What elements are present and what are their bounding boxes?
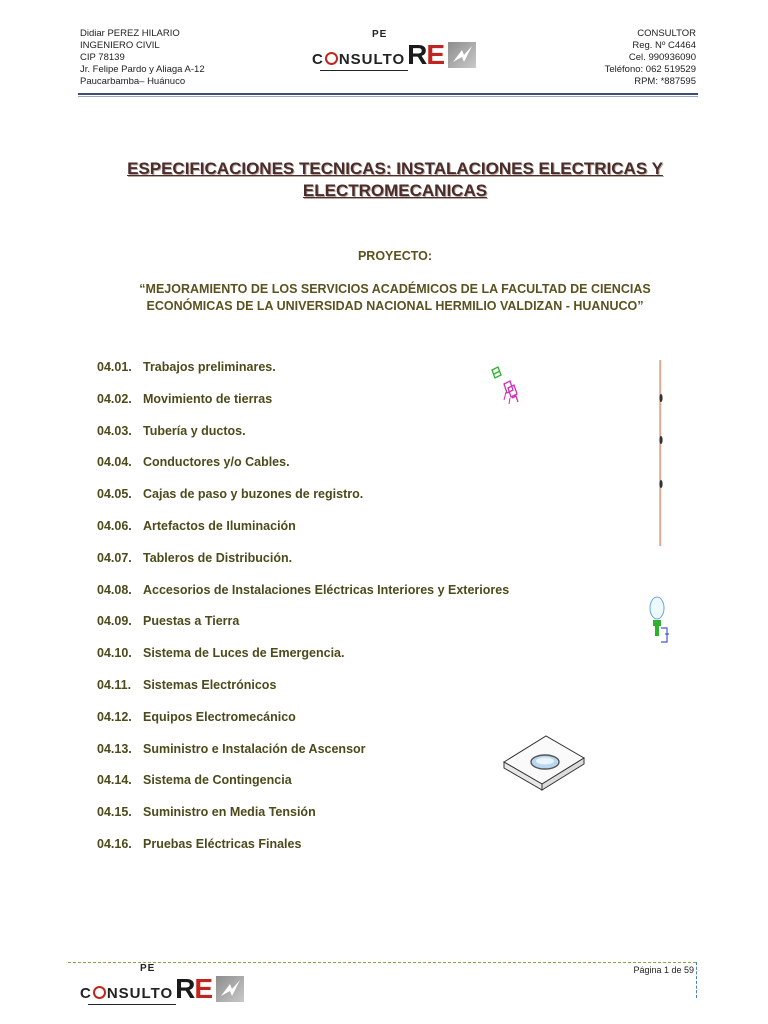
spec-item bbox=[97, 551, 567, 583]
header-cip: CIP 78139 bbox=[80, 52, 125, 63]
logo-consulto: C NSULTO bbox=[312, 51, 406, 68]
spec-item-text: Movimiento de tierras bbox=[143, 391, 273, 406]
header-name: Didiar PEREZ HILARIO bbox=[80, 28, 180, 39]
spec-item-number: 04.10. bbox=[97, 646, 132, 661]
footer-logo bbox=[80, 963, 244, 1004]
spec-item-text: Conductores y/o Cables. bbox=[143, 455, 290, 470]
footer-logo-ring-icon bbox=[93, 986, 106, 999]
spec-item-number: 04.01. bbox=[97, 360, 132, 374]
header-cel: Cel. 990936090 bbox=[628, 52, 696, 63]
header-contact-right bbox=[605, 28, 696, 88]
spec-item-number: 04.03. bbox=[97, 423, 132, 438]
logo-re: RE bbox=[407, 39, 445, 70]
spec-item-list bbox=[97, 360, 567, 869]
spec-item bbox=[97, 455, 567, 487]
spec-item-number: 04.14. bbox=[97, 773, 132, 788]
project-name-line1: “MEJORAMIENTO DE LOS SERVICIOS ACADÉMICOS DE LA FACULTAD DE CIENCIAS bbox=[139, 282, 651, 296]
spec-item-text: Sistema de Luces de Emergencia. bbox=[143, 646, 345, 661]
header-phone: Teléfono: 062 519529 bbox=[604, 64, 696, 75]
lamp-drawing-icon bbox=[646, 594, 676, 652]
logo-mark-icon bbox=[448, 42, 476, 68]
header-profession: INGENIERO CIVIL bbox=[80, 40, 160, 51]
footer-vertical-rule bbox=[696, 962, 697, 998]
header-address: Jr. Felipe Pardo y Aliaga A-12 bbox=[80, 64, 205, 75]
spec-item-text: Artefactos de Iluminación bbox=[143, 518, 296, 533]
document-title bbox=[100, 158, 690, 202]
logo-pe: PE bbox=[372, 29, 388, 40]
header-rule bbox=[78, 93, 698, 95]
spec-item bbox=[97, 646, 567, 678]
header-rule-thin bbox=[78, 96, 698, 97]
spec-item-text: Suministro e Instalación de Ascensor bbox=[143, 741, 366, 756]
spec-item-number: 04.02. bbox=[97, 391, 132, 406]
spec-item bbox=[97, 519, 567, 551]
spec-item-number: 04.09. bbox=[97, 614, 132, 629]
spec-item-number: 04.05. bbox=[97, 487, 132, 502]
spec-item-number: 04.12. bbox=[97, 709, 132, 724]
header-reg: Reg. Nº C4464 bbox=[632, 40, 696, 51]
spec-item bbox=[97, 487, 567, 519]
header-role: CONSULTOR bbox=[637, 28, 696, 39]
spec-item-text: Tableros de Distribución. bbox=[143, 550, 293, 565]
spec-item-text: Tubería y ductos. bbox=[143, 423, 246, 438]
spec-item-number: 04.16. bbox=[97, 836, 132, 851]
page-number: Página 1 de 59 bbox=[633, 965, 694, 975]
footer-logo-re: RE bbox=[175, 973, 213, 1004]
footer-logo-pe: PE bbox=[140, 963, 156, 974]
spec-item-number: 04.04. bbox=[97, 455, 132, 470]
spec-item-number: 04.13. bbox=[97, 741, 132, 756]
spec-item-text: Sistema de Contingencia bbox=[143, 773, 292, 788]
footer-rule bbox=[68, 962, 696, 963]
footer-logo-mark-icon bbox=[216, 976, 244, 1002]
project-name bbox=[96, 281, 694, 315]
spec-item bbox=[97, 805, 567, 837]
cable-drop-drawing-icon bbox=[654, 360, 668, 546]
header-city: Paucarbamba– Huánuco bbox=[80, 76, 186, 87]
project-label: PROYECTO: bbox=[357, 249, 433, 263]
spec-item-text: Equipos Electromecánico bbox=[143, 709, 296, 724]
logo-underline bbox=[320, 70, 408, 71]
header-rpm: RPM: *887595 bbox=[634, 76, 696, 87]
spec-item bbox=[97, 678, 567, 710]
document-title-line1: ESPECIFICACIONES TECNICAS: INSTALACIONES ELECTRICAS Y bbox=[127, 159, 663, 178]
footer-logo-consulto: C NSULTO bbox=[80, 985, 174, 1002]
spec-item-number: 04.15. bbox=[97, 805, 132, 820]
header-logo bbox=[312, 29, 476, 70]
spec-item-number: 04.08. bbox=[97, 582, 132, 597]
spec-item-number: 04.06. bbox=[97, 518, 132, 533]
spec-item-text: Puestas a Tierra bbox=[143, 614, 240, 629]
spec-item bbox=[97, 614, 567, 646]
document-title-line2: ELECTROMECANICAS bbox=[302, 181, 488, 200]
spec-item bbox=[97, 742, 567, 774]
spec-item bbox=[97, 710, 567, 742]
ceiling-light-drawing-icon bbox=[502, 732, 586, 794]
spec-item bbox=[97, 773, 567, 805]
spec-item-text: Suministro en Media Tensión bbox=[143, 805, 316, 820]
spec-item-text: Accesorios de Instalaciones Eléctricas Interiores y Exteriores bbox=[143, 582, 510, 597]
spec-item-number: 04.07. bbox=[97, 550, 132, 565]
connector-drawing-icon bbox=[486, 364, 528, 414]
spec-item-text: Sistemas Electrónicos bbox=[143, 677, 277, 692]
spec-item-text: Cajas de paso y buzones de registro. bbox=[143, 487, 364, 502]
logo-ring-icon bbox=[325, 52, 338, 65]
spec-item bbox=[97, 424, 567, 456]
footer-logo-underline bbox=[88, 1004, 176, 1005]
project-name-line2: ECONÓMICAS DE LA UNIVERSIDAD NACIONAL HERMILIO VALDIZAN - HUANUCO” bbox=[146, 299, 644, 313]
spec-item-text: Pruebas Eléctricas Finales bbox=[143, 836, 302, 851]
spec-item-number: 04.11. bbox=[97, 677, 132, 692]
spec-item-text: Trabajos preliminares. bbox=[143, 360, 276, 374]
spec-item bbox=[97, 583, 567, 615]
header-contact-left bbox=[80, 28, 205, 88]
spec-item bbox=[97, 837, 567, 869]
